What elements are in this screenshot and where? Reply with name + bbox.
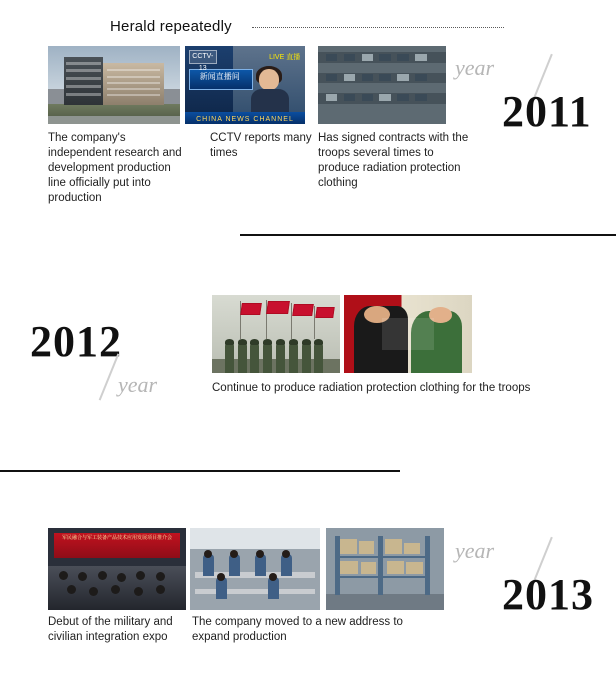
expo-banner-text: 军民融合与军工装备产品技术应用发展项目推介会	[61, 535, 172, 542]
caption-2011-2: CCTV reports many times	[210, 132, 312, 159]
caption-2013-2: The company moved to a new address to expand production	[192, 616, 403, 643]
factory-production-line-photo	[190, 528, 320, 610]
year-label-2011: 2011	[502, 87, 592, 136]
live-badge-text: LIVE 直播	[269, 54, 301, 62]
year-word-2012: year	[118, 372, 158, 397]
year-label-2013: 2013	[502, 570, 594, 619]
company-building-photo	[48, 46, 180, 124]
divider-2011	[240, 234, 616, 236]
caption-2013-1: Debut of the military and civilian integration expo	[48, 616, 173, 643]
news-banner-text: 新闻直播间	[199, 71, 240, 81]
protective-clothing-fitting-photo	[344, 295, 472, 373]
military-civilian-expo-photo	[48, 528, 186, 610]
caption-2011-1: The company's independent research and development production line officially put into production	[48, 132, 182, 204]
section-2011-heading: Herald repeatedly	[110, 18, 232, 35]
cctv-news-broadcast-photo	[185, 46, 305, 124]
year-label-2012: 2012	[30, 317, 122, 366]
heading-dotted-line	[252, 27, 504, 28]
divider-2012	[0, 470, 400, 472]
cctv-logo-text: CCTV-13	[189, 50, 217, 64]
caption-2012-1: Continue to produce radiation protection clothing for the troops	[212, 382, 531, 394]
year-word-2011: year	[455, 55, 495, 80]
caption-2011-3: Has signed contracts with the troops several times to produce radiation protection clothing	[318, 132, 469, 189]
news-ticker-text: CHINA NEWS CHANNEL	[185, 112, 305, 124]
military-vehicles-aerial-photo	[318, 46, 446, 124]
year-word-2013: year	[455, 538, 495, 563]
warehouse-shelves-photo	[326, 528, 444, 610]
troops-with-flags-photo	[212, 295, 340, 373]
